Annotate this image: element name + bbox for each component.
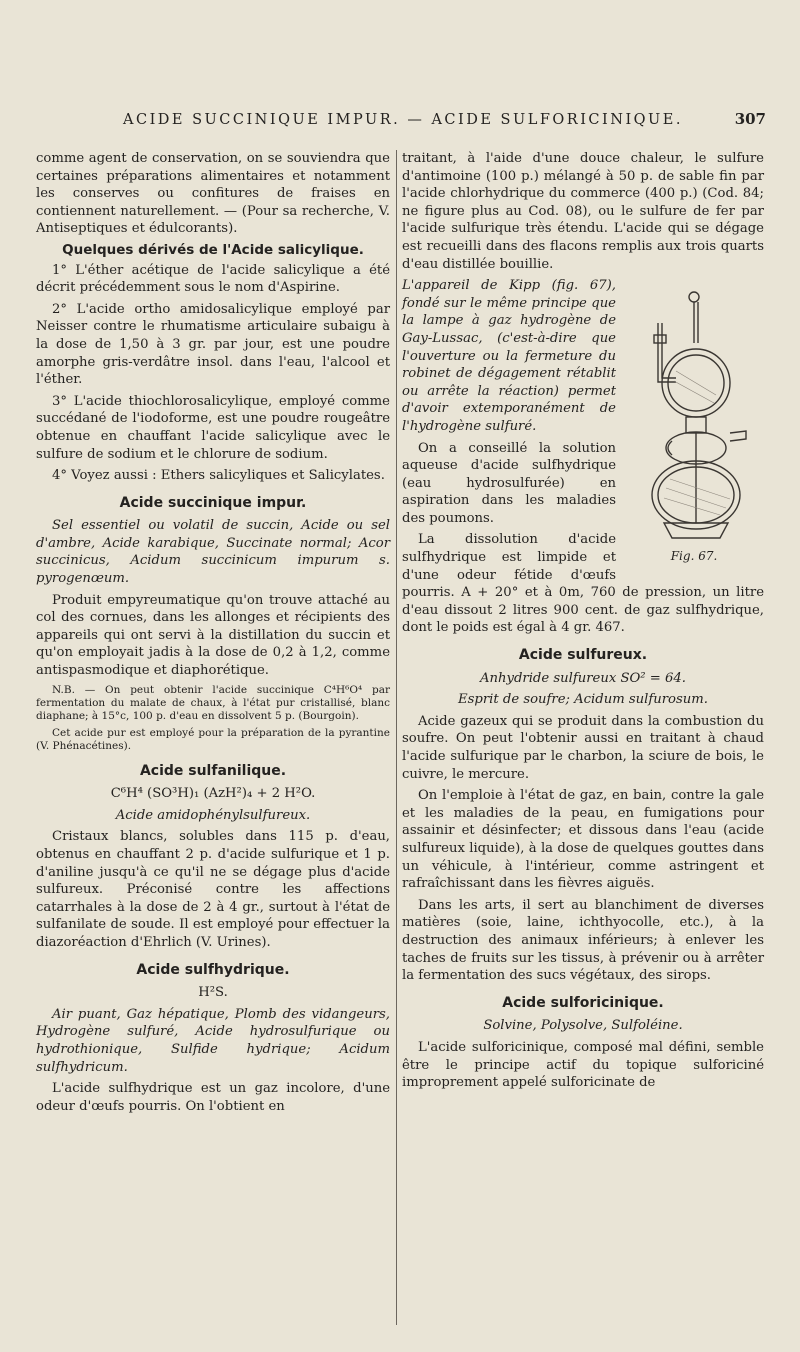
note: Cet acide pur est employé pour la préparation de la pyrantine (V. Phénacétines).	[36, 726, 390, 752]
left-column	[36, 150, 390, 1119]
kipp-apparatus-icon	[624, 283, 764, 545]
synonyms: Solvine, Polysolve, Sulfoléine.	[483, 1018, 683, 1034]
paragraph: 3° L'acide thiochlorosalicylique, employé comme succédané de l'iodoforme, est une poudre rougeâtre obtenue en chauffant l'acide salicylique avec le sulfure de sodium et le chlorure de sodium.	[36, 393, 390, 462]
paragraph: Dans les arts, il sert au blanchiment de diverses matières (soie, laine, ichthyocolle, etc.), à la destruction des animaux inférieurs; à enlever les taches de fruits sur les tissus, à prévenir ou à arrêter la fermentation des sucs végétaux, des sirops.	[402, 897, 764, 984]
paragraph: comme agent de conservation, on se souviendra que certaines préparations alimentaires et notamment les conserves ou confitures de fraises en contiennent naturellement. — (Pour sa recherche, V. Antiseptiques et édulcorants).	[36, 151, 390, 237]
paragraph: 1° L'éther acétique de l'acide salicylique a été décrit précédemment sous le nom d'Aspirine.	[36, 262, 390, 296]
kipp-apparatus-figure	[624, 283, 764, 565]
paragraph: La dissolution d'acide sulfhydrique est limpide et d'une odeur fétide d'œufs pourris. A + 20° et à 0m, 760 de pression, un litre d'eau dissout 2 litres 900 cent. de gaz sulfhydrique, dont le poids est égal à 4 gr. 467.	[402, 532, 764, 636]
right-column	[402, 150, 764, 1096]
paragraph: L'acide sulforicinique, composé mal défini, semble être le principe actif du topique sulforiciné improprement appelé sulforicinate de	[402, 1039, 764, 1091]
paragraph: traitant, à l'aide d'une douce chaleur, le sulfure d'antimoine (100 p.) mélangé à 50 p. de sable fin par l'acide chlorhydrique du commerce (400 p.) (Cod. 84; ne figure plus au Cod. 08), ou le sulfure de fer par l'acide sulfurique très étendu. L'acide qui se dégage est recueilli dans des flacons remplis aux trois quarts d'eau distillée bouillie.	[402, 151, 764, 272]
synonyms: Acide amidophénylsulfureux.	[115, 807, 311, 823]
paragraph: 4° Voyez aussi : Ethers salicyliques et Salicylates.	[52, 468, 385, 484]
synonyms: Air puant, Gaz hépatique, Plomb des vidangeurs, Hydrogène sulfuré, Acide hydrosulfurique ou hydrothionique, Sulfide hydrique; Acidum sulfhydricum.	[36, 1006, 390, 1075]
paragraph: L'acide sulfhydrique est un gaz incolore, d'une odeur d'œufs pourris. On l'obtient en	[36, 1081, 390, 1114]
formula: C⁶H⁴ (SO³H)₁ (AzH²)₄ + 2 H²O.	[110, 786, 316, 802]
running-head: ACIDE SUCCINIQUE IMPUR. — ACIDE SULFORICINIQUE.	[123, 112, 683, 128]
section-heading: Acide sulfureux.	[518, 647, 648, 664]
formula: H²S.	[198, 985, 228, 1001]
synonyms: Sel essentiel ou volatil de succin, Acide ou sel d'ambre, Acide karabique, Succinate normal; Acor succinicus, Acidum succinicum impurum s. pyrogenœum.	[36, 518, 390, 587]
column-rule	[396, 150, 397, 1325]
paragraph: L'appareil de Kipp (fig. 67), fondé sur le même principe que la lampe à gaz hydrogène de Gay-Lussac, (c'est-à-dire que l'ouverture ou la fermeture du robinet de dégagement rétablit ou arrête la réaction) permet d'avoir extemporanément de l'hydrogène sulfuré.	[402, 278, 616, 434]
page-number: 307	[734, 110, 766, 128]
paragraph: On l'emploie à l'état de gaz, en bain, contre la gale et les maladies de la peau, en fumigations pour assainir et désinfecter; et dissous dans l'eau (acide sulfureux liquide), à la dose de quelques gouttes dans un véhicule, à l'intérieur, comme astringent et rafraîchissant dans les fièvres aiguës.	[402, 788, 764, 892]
synonyms: Anhydride sulfureux SO² = 64.	[480, 670, 686, 686]
paragraph: Cristaux blancs, solubles dans 115 p. d'eau, obtenus en chauffant 2 p. d'acide sulfurique et 1 p. d'aniline jusqu'à ce qu'il ne se dégage plus d'acide sulfureux. Préconisé contre les affections catarrhales à la dose de 2 à 4 gr., surtout à l'état de sulfanilate de soude. Il est employé pour effectuer la diazoréaction d'Ehrlich (V. Urines).	[36, 829, 390, 950]
section-heading: Acide sulfhydrique.	[136, 961, 290, 978]
paragraph: Acide gazeux qui se produit dans la combustion du soufre. On peut l'obtenir aussi en traitant à chaud l'acide sulfurique par le charbon, la sciure de bois, le cuivre, le mercure.	[402, 713, 764, 782]
section-heading: Acide sulforicinique.	[502, 994, 664, 1011]
paragraph: 2° L'acide ortho amidosalicylique employé par Neisser contre le rhumatisme articulaire subaigu à la dose de 1,50 à 3 gr. par jour, est une poudre amorphe gris-verdâtre insol. dans l'eau, l'alcool et l'éther.	[36, 301, 390, 388]
note: N.B. — On peut obtenir l'acide succinique C⁴H⁶O⁴ par fermentation du malate de chaux, à l'état pur cristallisé, blanc diaphane; à 15°c, 100 p. d'eau en dissolvent 5 p. (Bourgoin).	[36, 683, 390, 722]
section-heading: Quelques dérivés de l'Acide salicylique.	[62, 241, 364, 258]
figure-caption: Fig. 67.	[670, 548, 718, 563]
section-heading: Acide sulfanilique.	[139, 762, 287, 779]
synonyms: Esprit de soufre; Acidum sulfurosum.	[458, 692, 708, 708]
paragraph: On a conseillé la solution aqueuse d'acide sulfhydrique (eau hydrosulfurée) en aspiration dans les maladies des poumons.	[402, 440, 616, 526]
paragraph: Produit empyreumatique qu'on trouve attaché au col des cornues, dans les allonges et récipients des appareils qui ont servi à la distillation du succin et qu'on employait jadis à la dose de 0,2 à 1,2, comme antispasmodique et diaphorétique.	[36, 592, 390, 679]
section-heading: Acide succinique impur.	[119, 494, 307, 511]
